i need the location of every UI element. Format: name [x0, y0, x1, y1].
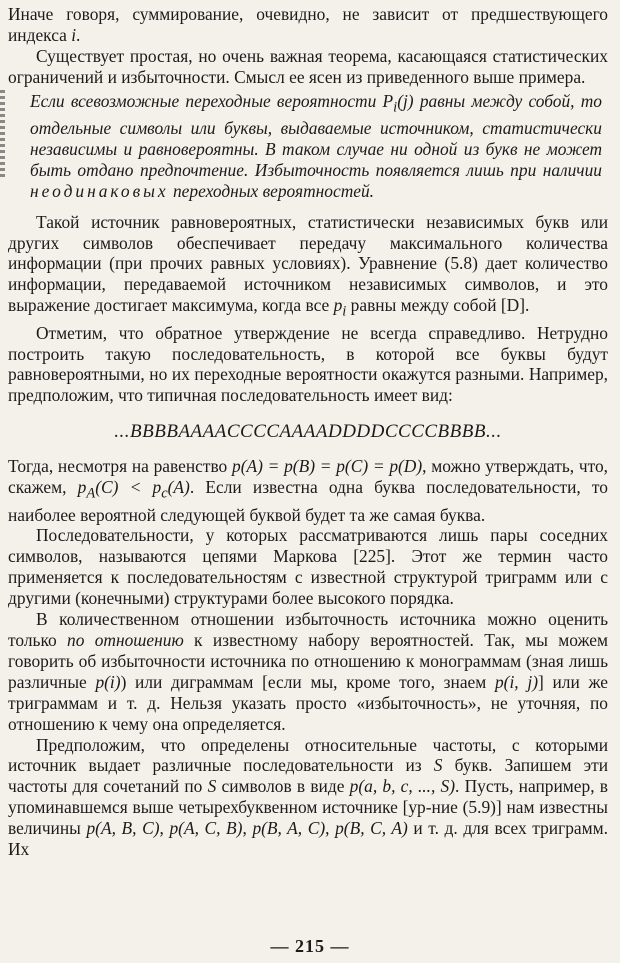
- theorem-symbol-arg: (j): [397, 90, 414, 111]
- paragraph-4-text-a: Тогда, несмотря на равенство: [8, 456, 232, 477]
- theorem-symbol-sub: i: [393, 99, 398, 116]
- paragraph-6-text-b: к известному набору вероятностей. Так, мы можем говорить об избыточности источника по отношению к монограммам (зная лишь различные: [8, 629, 609, 692]
- trigram-abc: p(A, B, C): [86, 818, 160, 839]
- theorem-text-b: равны между собой, то отдельные символы или буквы, выдаваемые источником, статистически независимы и равновероятны. В таком случае ни одной из букв не может быть отдано предпочтение. Избыточность появляется лишь при наличии: [30, 90, 602, 180]
- paragraph-7-text-c: символов в виде: [216, 776, 350, 797]
- formula-p-ij: p(i, j): [494, 671, 538, 692]
- formula-p-abc: p(a, b, c, ..., S): [349, 776, 456, 797]
- sep-2: ,: [242, 818, 253, 839]
- symbol-s-1: S: [433, 755, 443, 776]
- paragraph-4: [8, 456, 608, 525]
- paragraph-2-text-b: равны между собой [D].: [346, 295, 530, 316]
- paragraph-7-text-d: . Пусть, например, в упоминавшемся выше четырехбуквенном источнике [ур-ние (5.9)] нам известны величины: [8, 776, 608, 839]
- trigram-bac: p(B, A, C): [252, 818, 326, 839]
- paragraph-6: [8, 609, 608, 734]
- paragraph-0-text: Иначе говоря, суммирование, очевидно, не зависит от предшествующего индекса: [8, 4, 608, 45]
- example-sequence: ...BBBBAAAACCCCAAAADDDDCCCCBBBB...: [114, 421, 502, 443]
- paragraph-6-text-a: В количественном отношении избыточность источника можно оценить только: [8, 609, 608, 650]
- paragraph-1: Существует простая, но очень важная теорема, касающаяся статистических ограничений и избыточности. Смысл ее ясен из приведенного выше примера.: [8, 45, 608, 87]
- paragraph-7-text-a: Предположим, что определены относительные частоты, с которыми источник выдает различные последовательности из: [8, 734, 608, 776]
- symbol-p-sub: i: [342, 303, 347, 320]
- theorem-spaced-word: неодинаковых: [30, 180, 169, 201]
- trigram-acb: p(A, C, B): [169, 818, 243, 839]
- trigram-bca: p(B, C, A): [335, 818, 408, 839]
- inequality-right-sub: c: [161, 485, 168, 502]
- paragraph-2: [8, 212, 608, 323]
- equality-formula: p(A) = p(B) = p(C) = p(D): [232, 456, 423, 477]
- paragraph-5: Последовательности, у которых рассматриваются лишь пары соседних символов, называются цепями Маркова [225]. Этот же термин часто применяется к последовательностям с известной структурой триграмм или с другими (конечными) структурами более высокого порядка.: [8, 525, 608, 609]
- sep-1: ,: [159, 818, 170, 839]
- paragraph-2-text-a: Такой источник равновероятных, статистически независимых букв или других символов обеспечивает передачу максимального количества информации (при прочих равных условиях). Уравнение (5.8) дает количество информации, передаваемой источником независимых символов, и это выражение достигает максимума, когда все: [8, 211, 608, 316]
- symbol-p: p: [333, 295, 343, 316]
- paragraph-6-text-c: ) или диграммам [если мы, кроме того, знаем: [120, 671, 495, 692]
- paragraph-7-text-h: и т. д. для всех триграмм. Их: [8, 818, 609, 860]
- scan-artifact-mark: [0, 90, 5, 180]
- symbol-s-2: S: [207, 776, 217, 797]
- inequality-right: (A): [167, 477, 190, 498]
- emphasis-relative: по отношению: [67, 629, 184, 650]
- inequality-middle: (C) < p: [95, 477, 162, 498]
- paragraph-3: Отметим, что обратное утверждение не всегда справедливо. Нетрудно построить такую последовательность, в которой все буквы будут равновероятными, но их переходные вероятности окажутся разными. Например, предположим, что типичная последовательность имеет вид:: [8, 322, 608, 406]
- sep-3: ,: [325, 818, 336, 839]
- paragraph-7-text-b: букв. Запишем эти частоты для сочетаний по: [8, 755, 608, 797]
- paragraph-0: [8, 4, 608, 46]
- page-number: — 215 —: [270, 936, 350, 956]
- paragraph-7: [8, 735, 608, 860]
- theorem-block: [8, 91, 608, 202]
- theorem-text-a: Если всевозможные переходные вероятности: [30, 90, 383, 111]
- theorem-text-c: переходных вероятностей.: [168, 180, 375, 201]
- formula-p-i: p(i): [95, 671, 121, 692]
- theorem-symbol-p: P: [382, 90, 394, 111]
- paragraph-4-text-c: . Если известна одна буква последовательности, то наиболее вероятной следующей буквой будет та же самая буква.: [8, 477, 608, 525]
- paragraph-6-text-d: ] или же триграммам и т. д. Нельзя указать просто «избыточность», не уточняя, по отношению к чему она определяется.: [8, 671, 608, 734]
- paragraph-4-text-b: , можно утверждать, что, скажем,: [8, 456, 609, 498]
- inequality-left: p: [77, 477, 87, 498]
- index-i: i: [71, 24, 77, 45]
- inequality-left-sub: A: [86, 485, 96, 502]
- paragraph-0-end: .: [76, 24, 81, 45]
